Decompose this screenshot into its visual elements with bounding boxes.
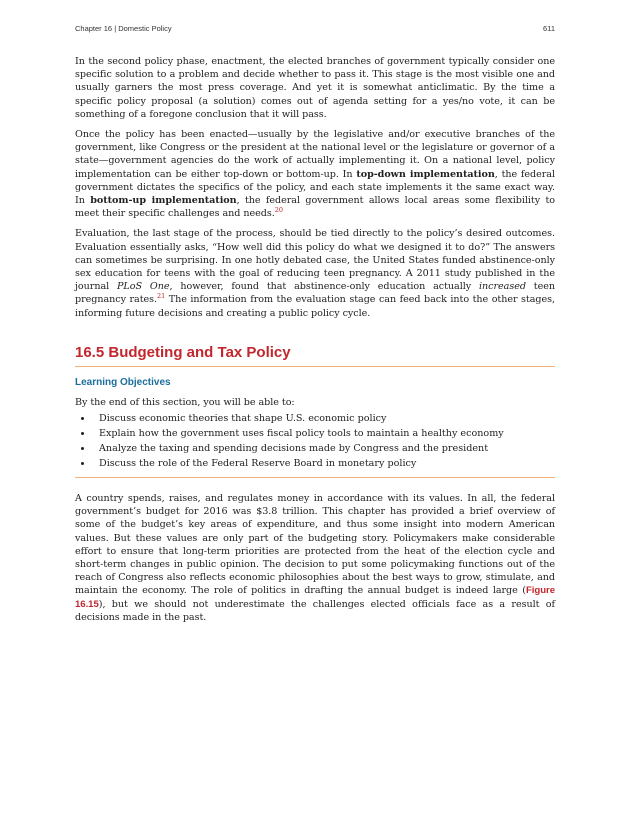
emphasis-increased: increased bbox=[479, 281, 526, 293]
paragraph-budget bbox=[75, 492, 555, 624]
learning-objectives-intro: By the end of this section, you will be able to: bbox=[75, 396, 295, 408]
text-run: Once the policy has been enacted—usually by the legislative and/or executive branches of the government, like Congress or the president at the national level or the legislature or governor of a state—government agencies do the work of actually implementing it. On a national level, policy implementation can be either top-down or bottom-up. In bbox=[75, 129, 555, 180]
learning-objectives-list bbox=[75, 411, 555, 471]
text-run: teen pregnancy rates. bbox=[75, 281, 555, 306]
text-run: Evaluation, the last stage of the process, should be tied directly to the policy’s desired outcomes. Evaluation essentially asks, “How well did this policy do what we designed it to do?” The answers can sometimes be surprising. In one hotly debated case, the United States funded abstinence-only sex education for teens with the goal of reducing teen pregnancy. A 2011 study published in the journal bbox=[75, 228, 555, 293]
journal-title: PLoS One bbox=[117, 281, 170, 293]
paragraph-evaluation bbox=[75, 227, 555, 319]
footnote-link-21[interactable]: 21 bbox=[157, 292, 166, 301]
text-run: ), but we should not underestimate the challenges elected officials face as a result of decisions made in the past. bbox=[75, 598, 555, 623]
objective-item: • Explain how the government uses fiscal policy tools to maintain a healthy economy bbox=[93, 426, 555, 441]
text-run: , the federal government allows local areas some flexibility to meet their specific challenges and needs. bbox=[75, 195, 555, 220]
chapter-title: Chapter 16 | Domestic Policy bbox=[75, 24, 172, 33]
text-run: , however, found that abstinence-only education actually bbox=[169, 281, 480, 293]
objective-item: • Analyze the taxing and spending decisions made by Congress and the president bbox=[93, 441, 555, 456]
figure-link-16-15[interactable]: Figure 16.15 bbox=[75, 585, 555, 610]
term-top-down-implementation: top-down implementation bbox=[356, 168, 495, 180]
objectives-divider bbox=[75, 477, 555, 478]
learning-objectives-heading: Learning Objectives bbox=[75, 376, 171, 388]
section-divider bbox=[75, 366, 555, 367]
paragraph-enactment: In the second policy phase, enactment, the elected branches of government typically consider one specific solution to a problem and decide whether to pass it. This stage is the most visible one and usually garners the most press coverage. And yet it is somewhat anticlimatic. By the time a specific policy proposal (a solution) comes out of agenda setting for a yes/no vote, it can be something of a foregone conclusion that it will pass. bbox=[75, 56, 555, 120]
objective-item: • Discuss economic theories that shape U.S. economic policy bbox=[93, 411, 555, 426]
objective-item: • Discuss the role of the Federal Reserve Board in monetary policy bbox=[93, 456, 555, 471]
section-title: 16.5 Budgeting and Tax Policy bbox=[75, 343, 291, 361]
page-number: 611 bbox=[543, 24, 555, 33]
page-content bbox=[75, 55, 555, 631]
footnote-link-20[interactable]: 20 bbox=[274, 206, 283, 215]
paragraph-implementation bbox=[75, 128, 555, 220]
term-bottom-up-implementation: bottom-up implementation bbox=[90, 195, 237, 207]
text-run: The information from the evaluation stage can feed back into the other stages, informing future decisions and creating a public policy cycle. bbox=[75, 294, 555, 319]
text-run: , the federal government dictates the specifics of the policy, and each state implements it the same exact way. In bbox=[75, 168, 555, 207]
text-run: A country spends, raises, and regulates money in accordance with its values. In all, the federal government’s budget for 2016 was $3.8 trillion. This chapter has provided a brief overview of some of the budget’s key areas of expenditure, and thus some insight into modern American values. But these values are only part of the budgeting story. Policymakers make considerable effort to ensure that long-term priorities are protected from the heat of the election cycle and short-term changes in public opinion. The decision to put some policymaking functions out of the reach of Congress also reflects economic philosophies about the best ways to grow, stimulate, and maintain the economy. The role of politics in drafting the annual budget is indeed large ( bbox=[75, 493, 555, 597]
